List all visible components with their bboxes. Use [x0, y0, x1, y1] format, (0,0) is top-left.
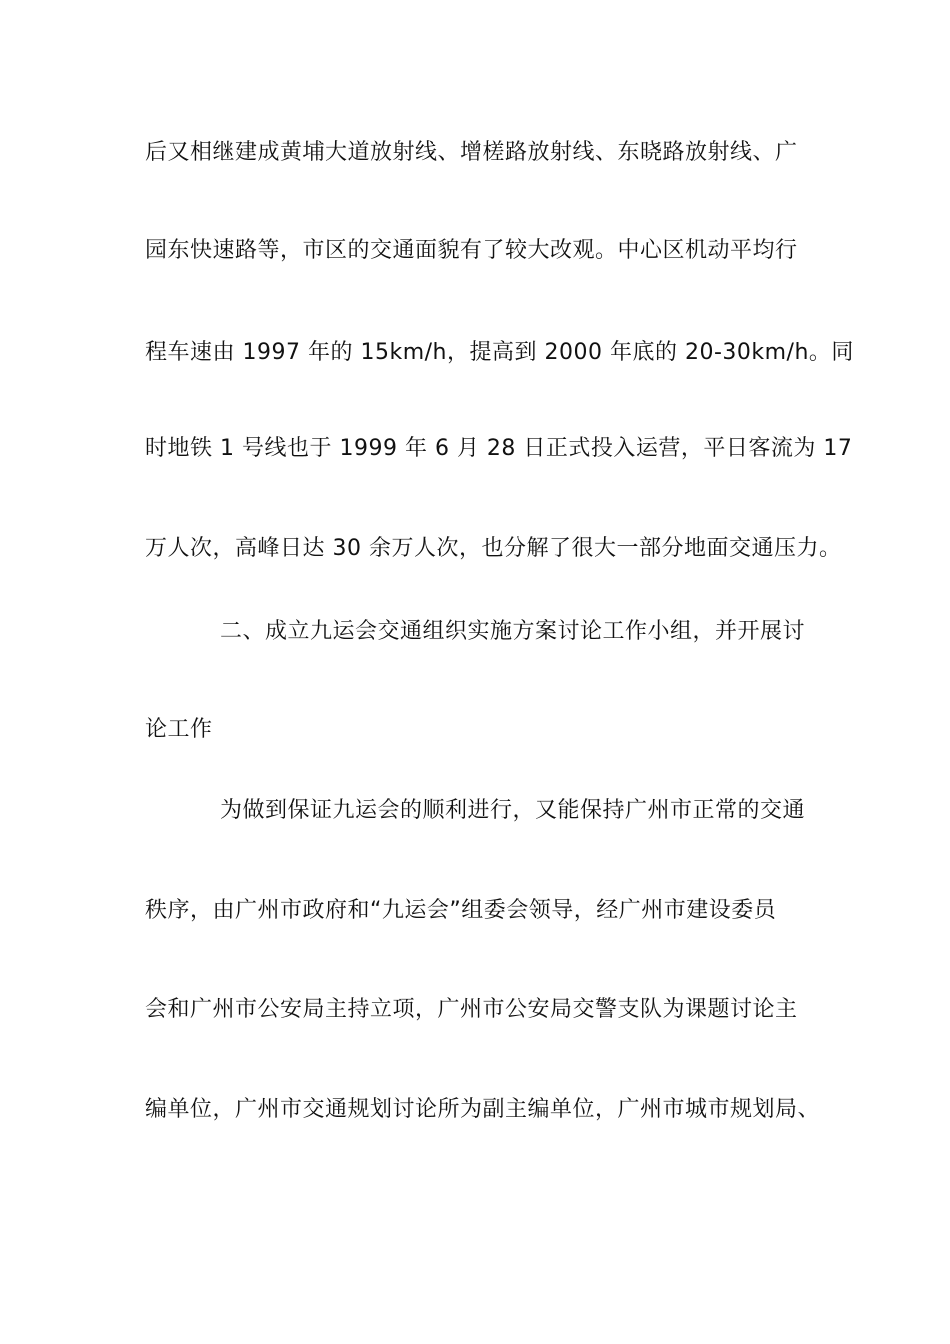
paragraph-line: 园东快速路等，市区的交通面貌有了较大改观。中心区机动平均行 [145, 238, 798, 263]
paragraph-line: 程车速由 1997 年的 15km/h，提高到 2000 年底的 20-30km/h。同 [145, 340, 854, 365]
paragraph-line: 秩序，由广州市政府和“九运会”组委会领导，经广州市建设委员 [145, 898, 777, 923]
paragraph-line: 后又相继建成黄埔大道放射线、增槎路放射线、东晓路放射线、广 [145, 140, 798, 165]
paragraph-line: 为做到保证九运会的顺利进行，又能保持广州市正常的交通 [220, 798, 806, 823]
paragraph-line: 万人次，高峰日达 30 余万人次，也分解了很大一部分地面交通压力。 [145, 536, 842, 561]
paragraph-line: 时地铁 1 号线也于 1999 年 6 月 28 日正式投入运营，平日客流为 17 [145, 436, 853, 461]
paragraph-line: 编单位，广州市交通规划讨论所为副主编单位，广州市城市规划局、 [145, 1097, 821, 1122]
section-heading-line: 论工作 [145, 717, 213, 742]
paragraph-line: 会和广州市公安局主持立项，广州市公安局交警支队为课题讨论主 [145, 997, 798, 1022]
section-heading-line: 二、成立九运会交通组织实施方案讨论工作小组，并开展讨 [220, 619, 806, 644]
